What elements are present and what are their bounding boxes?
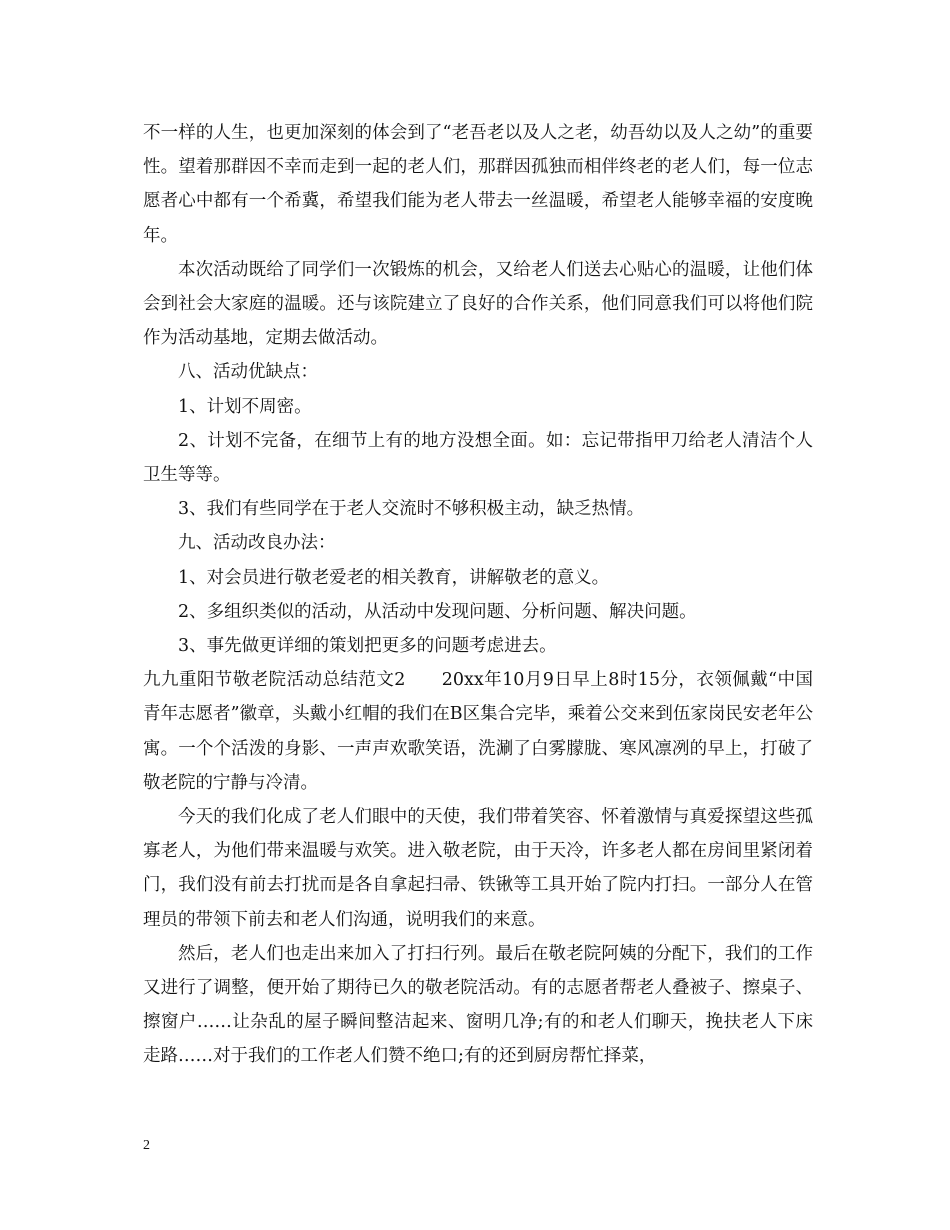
paragraph-2: 本次活动既给了同学们一次锻炼的机会，又给老人们送去心贴心的温暖，让他们体会到社会大家庭的温暖。还与该院建立了良好的合作关系，他们同意我们可以将他们院作为活动基地，定期去做活动。 bbox=[143, 259, 813, 349]
list-item: 3、事先做更详细的策划把更多的问题考虑进去。 bbox=[178, 636, 557, 657]
list-item: 1、计划不周密。 bbox=[178, 396, 312, 417]
list-item: 3、我们有些同学在于老人交流时不够积极主动，缺乏热情。 bbox=[178, 499, 645, 520]
paragraph-3: 今天的我们化成了老人们眼中的天使，我们带着笑容、怀着激情与真爱探望这些孤寡老人，为他们带来温暖与欢笑。进入敬老院，由于天冷，许多老人都在房间里紧闭着门，我们没有前去打扰而是各自拿起扫帚、铁锹等工具开始了院内打扫。一部分人在管理员的带领下前去和老人们沟通，说明我们的来意。 bbox=[143, 807, 813, 930]
section-heading-8: 八、活动优缺点： bbox=[178, 362, 318, 383]
section-heading-9: 九、活动改良办法： bbox=[178, 533, 336, 554]
paragraph-1: 不一样的人生，也更加深刻的体会到了“老吾老以及人之老，幼吾幼以及人之幼”的重要性。望着那群因不幸而走到一起的老人们，那群因孤独而相伴终老的老人们，每一位志愿者心中都有一个希冀，希望我们能为老人带去一丝温暖，希望老人能够幸福的安度晚年。 bbox=[143, 123, 813, 246]
document-body bbox=[143, 116, 813, 1074]
list-item: 2、计划不完备，在细节上有的地方没想全面。如：忘记带指甲刀给老人清洁个人卫生等等。 bbox=[143, 430, 813, 486]
list-item: 2、多组织类似的活动，从活动中发现问题、分析问题、解决问题。 bbox=[178, 601, 697, 622]
article-title-paragraph: 九九重阳节敬老院活动总结范文2 20xx年10月9日早上8时15分，衣领佩戴“中国青年志愿者”徽章，头戴小红帽的我们在B区集合完毕，乘着公交来到伍家岗民安老年公寓。一个个活泼的身影、一声声欢歌笑语，洗涮了白雾朦胧、寒风凛冽的早上，打破了敬老院的宁静与冷清。 bbox=[143, 670, 813, 793]
page-number: 2 bbox=[143, 1138, 150, 1153]
paragraph-4: 然后，老人们也走出来加入了打扫行列。最后在敬老院阿姨的分配下，我们的工作又进行了调整，便开始了期待已久的敬老院活动。有的志愿者帮老人叠被子、擦桌子、擦窗户……让杂乱的屋子瞬间整洁起来、窗明几净;有的和老人们聊天，挽扶老人下床走路……对于我们的工作老人们赞不绝口;有的还到厨房帮忙择菜， bbox=[143, 943, 813, 1067]
list-item: 1、对会员进行敬老爱老的相关教育，讲解敬老的意义。 bbox=[178, 567, 610, 588]
